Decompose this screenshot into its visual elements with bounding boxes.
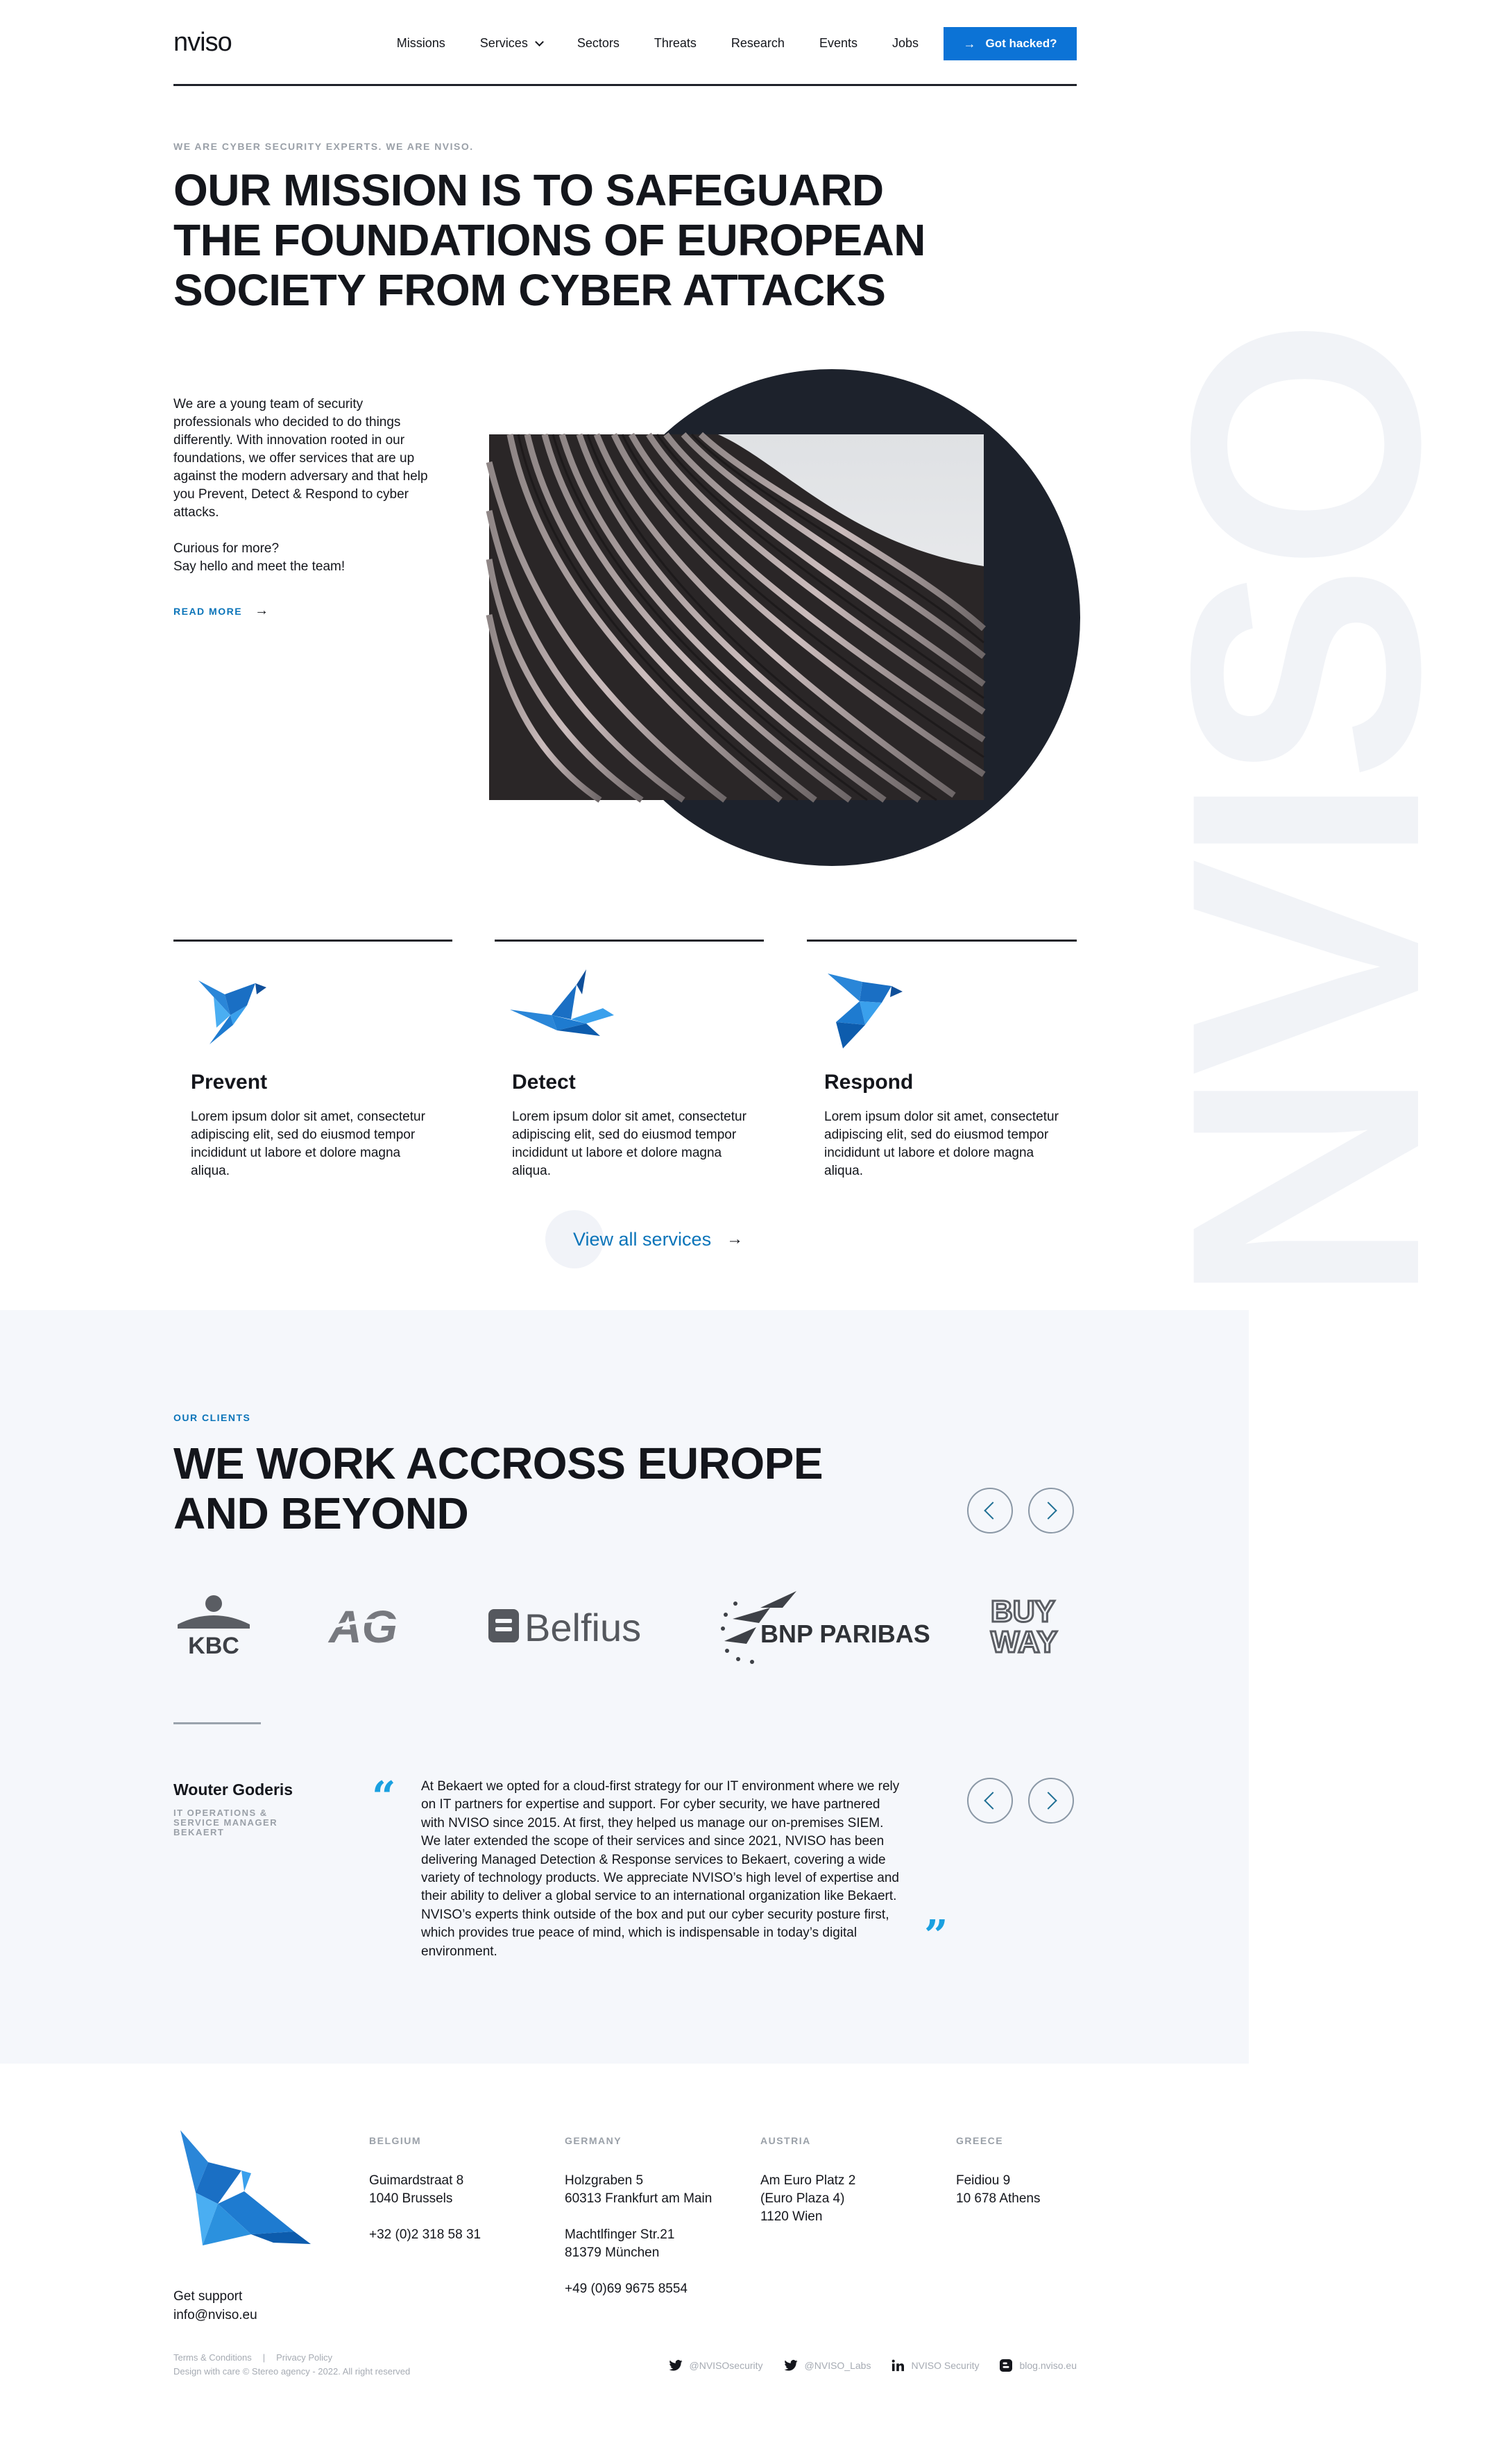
social-twitter-nviso-security[interactable] <box>669 2360 763 2371</box>
office-phone[interactable] <box>369 2226 481 2244</box>
social-links <box>648 2359 1077 2372</box>
origami-bird-respond-icon <box>822 967 905 1050</box>
service-card-detect[interactable] <box>495 940 764 1182</box>
arrow-right-icon: → <box>963 36 976 51</box>
phone-number[interactable]: +49 (0)69 9675 8554 <box>565 2282 688 2296</box>
buy-way-wordmark: BUY WAY <box>991 1595 1058 1659</box>
view-all-services-link[interactable] <box>545 1210 743 1268</box>
address-line: 81379 München <box>565 2245 660 2260</box>
address-line: Holzgraben 5 <box>565 2173 644 2188</box>
service-title: Detect <box>512 1071 576 1094</box>
office-belgium <box>369 2132 481 2262</box>
address-line: 1120 Wien <box>760 2209 823 2224</box>
office-address <box>565 2172 712 2208</box>
read-more-link[interactable] <box>173 603 270 619</box>
nav-missions[interactable] <box>397 36 445 51</box>
credit-text: Design with care © Stereo agency - 2022. All right reserved <box>173 2366 411 2377</box>
office-address <box>565 2226 712 2262</box>
social-label: blog.nviso.eu <box>1019 2360 1077 2371</box>
phone-number[interactable]: +32 (0)2 318 58 31 <box>369 2227 481 2242</box>
logos-next-button[interactable] <box>1028 1488 1074 1533</box>
terms-link[interactable]: Terms & Conditions <box>173 2352 252 2363</box>
origami-bird-footer-logo <box>175 2127 314 2266</box>
nav-label: Research <box>731 36 785 50</box>
support-email-link[interactable]: info@nviso.eu <box>173 2308 257 2322</box>
cta-label: Got hacked? <box>985 37 1057 50</box>
nav-jobs[interactable] <box>892 36 919 51</box>
intro-question: Curious for more? <box>173 541 280 556</box>
legal-block <box>173 2351 410 2379</box>
quote-close-icon: ” <box>924 1912 948 1960</box>
service-card-prevent[interactable] <box>173 940 452 1182</box>
address-line: 1040 Brussels <box>369 2191 453 2206</box>
belfius-logo <box>488 1601 655 1649</box>
chevron-left-icon <box>984 1502 1001 1519</box>
bnp-wordmark: BNP PARIBAS <box>760 1620 930 1648</box>
divider <box>173 1722 261 1724</box>
office-address <box>369 2172 481 2208</box>
social-label: @NVISO_Labs <box>804 2360 871 2371</box>
kbc-logo <box>173 1594 254 1659</box>
arrow-right-icon: → <box>255 603 270 618</box>
address-line: (Euro Plaza 4) <box>760 2191 845 2206</box>
nav-label: Services <box>479 36 528 50</box>
office-phone[interactable] <box>565 2280 712 2298</box>
blogger-icon <box>1000 2359 1012 2372</box>
address-line: 10 678 Athens <box>956 2191 1041 2206</box>
office-address <box>760 2172 855 2226</box>
testimonial-role: IT OPERATIONS & SERVICE MANAGER BEKAERT <box>173 1808 278 1837</box>
bnp-paribas-logo <box>719 1587 930 1663</box>
service-title: Respond <box>824 1071 914 1094</box>
address-line: Guimardstraat 8 <box>369 2173 464 2188</box>
social-label: @NVISOsecurity <box>689 2360 763 2371</box>
kbc-wordmark: KBC <box>188 1633 239 1659</box>
wavy-facade-illustration <box>489 434 984 800</box>
site-header <box>173 0 1077 86</box>
office-greece <box>956 2132 1041 2226</box>
nav-events[interactable] <box>819 36 858 51</box>
client-logo-belfius <box>488 1590 655 1660</box>
service-text: Lorem ipsum dolor sit amet, consectetur adipiscing elit, sed do eiusmod tempor incididunt ut labore et dolore magna aliqua. <box>512 1110 747 1178</box>
nav-label: Jobs <box>891 36 919 50</box>
address-line: Machtlfinger Str.21 <box>565 2227 675 2242</box>
office-country: GERMANY <box>565 2135 622 2146</box>
clients-eyebrow: OUR CLIENTS <box>173 1412 251 1423</box>
ag-wordmark: AG <box>329 1601 398 1652</box>
social-blog[interactable] <box>1000 2359 1077 2372</box>
twitter-icon <box>784 2360 798 2371</box>
ag-logo <box>326 1601 423 1652</box>
origami-bird-prevent-icon <box>189 967 272 1050</box>
nav-research[interactable] <box>731 36 785 51</box>
nav-sectors[interactable] <box>577 36 620 51</box>
hero-eyebrow: WE ARE CYBER SECURITY EXPERTS. WE ARE NVISO. <box>173 141 474 152</box>
legal-links <box>173 2351 410 2365</box>
read-more-label: READ MORE <box>173 605 243 617</box>
office-country: AUSTRIA <box>760 2135 811 2146</box>
view-all-label: View all services <box>573 1228 712 1250</box>
support-block <box>173 2287 257 2325</box>
nav-label: Events <box>819 36 858 50</box>
office-address <box>956 2172 1041 2208</box>
nav-services[interactable] <box>480 36 543 51</box>
testimonial-name: Wouter Goderis <box>173 1781 293 1799</box>
service-text: Lorem ipsum dolor sit amet, consectetur adipiscing elit, sed do eiusmod tempor incididunt ut labore et dolore magna aliqua. <box>824 1110 1059 1178</box>
belfius-wordmark: Belfius <box>524 1606 642 1649</box>
buy-way-logo <box>991 1594 1077 1659</box>
client-logo-buy-way <box>991 1590 1077 1660</box>
service-card-respond[interactable] <box>807 940 1077 1182</box>
client-logo-ag <box>326 1590 423 1660</box>
arrow-right-icon: → <box>726 1230 744 1248</box>
support-label: Get support <box>173 2289 243 2304</box>
social-twitter-nviso-labs[interactable] <box>784 2360 871 2371</box>
intro-paragraph: We are a young team of security professionals who decided to do things differently. With innovation rooted in our foundations, we offer services that are up against the modern adversary and that help you Prevent, Detect & Respond to cyber attacks. <box>173 397 428 520</box>
office-germany <box>565 2132 712 2316</box>
nav-label: Missions <box>396 36 445 50</box>
client-logo-carousel <box>173 1590 1077 1660</box>
service-title: Prevent <box>191 1071 268 1094</box>
hero-title: OUR MISSION IS TO SAFEGUARD THE FOUNDATIONS OF EUROPEAN SOCIETY FROM CYBER ATTACKS <box>173 165 925 315</box>
office-country: BELGIUM <box>369 2135 422 2146</box>
privacy-link[interactable]: Privacy Policy <box>276 2352 333 2363</box>
hero-intro <box>173 396 437 576</box>
linkedin-icon <box>891 2359 904 2372</box>
clients-title: WE WORK ACCROSS EUROPE AND BEYOND <box>173 1438 823 1538</box>
social-label: NVISO Security <box>911 2360 980 2371</box>
nav-threats[interactable] <box>654 36 697 51</box>
chevron-right-icon <box>1039 1502 1057 1519</box>
office-country: GREECE <box>956 2135 1004 2146</box>
address-line: Feidiou 9 <box>956 2173 1011 2188</box>
testimonial-quote: At Bekaert we opted for a cloud-first strategy for our IT environment where we rely on IT partners for expertise and support. For cyber security, we have partnered with NVISO since 2015. At first, they helped us manage our on-premises SIEM. We later extended the scope of their services and since 2021, NVISO has been delivering Managed Detection & Response services to Bekaert, covering a wide variety of technology products. We appreciate NVISO’s high level of expertise and their ability to deliver a global service to an international organization like Bekaert. NVISO’s experts think outside of the box and put our cyber security posture first, which provides true peace of mind, which is indispensable in today’s digital environment. <box>421 1779 900 1959</box>
social-linkedin[interactable] <box>891 2359 979 2372</box>
testimonial-next-button[interactable] <box>1028 1778 1074 1824</box>
origami-bird-detect-icon <box>510 967 614 1050</box>
address-line: Am Euro Platz 2 <box>760 2173 856 2188</box>
testimonial-prev-button[interactable] <box>967 1778 1013 1824</box>
nviso-logo[interactable]: nviso <box>173 28 232 57</box>
architecture-image <box>489 434 984 800</box>
logos-prev-button[interactable] <box>967 1488 1013 1533</box>
background-wordmark <box>1118 250 1487 1305</box>
address-line: 60313 Frankfurt am Main <box>565 2191 713 2206</box>
quote-open-icon: “ <box>372 1773 396 1821</box>
service-text: Lorem ipsum dolor sit amet, consectetur adipiscing elit, sed do eiusmod tempor incididunt ut labore et dolore magna aliqua. <box>191 1110 425 1178</box>
nav-label: Threats <box>654 36 697 50</box>
chevron-left-icon <box>984 1792 1001 1809</box>
intro-invite: Say hello and meet the team! <box>173 559 345 574</box>
office-austria <box>760 2132 855 2244</box>
twitter-icon <box>669 2360 683 2371</box>
client-logo-bnp-paribas <box>719 1590 930 1660</box>
got-hacked-button[interactable] <box>944 27 1077 60</box>
nav-label: Sectors <box>577 36 620 50</box>
separator: | <box>262 2352 266 2363</box>
chevron-down-icon <box>535 37 544 46</box>
chevron-right-icon <box>1039 1792 1057 1809</box>
background-word: NVISO <box>1123 324 1487 1305</box>
client-logo-kbc <box>173 1590 254 1660</box>
clients-section <box>0 1310 1249 2064</box>
main-nav <box>362 36 919 51</box>
